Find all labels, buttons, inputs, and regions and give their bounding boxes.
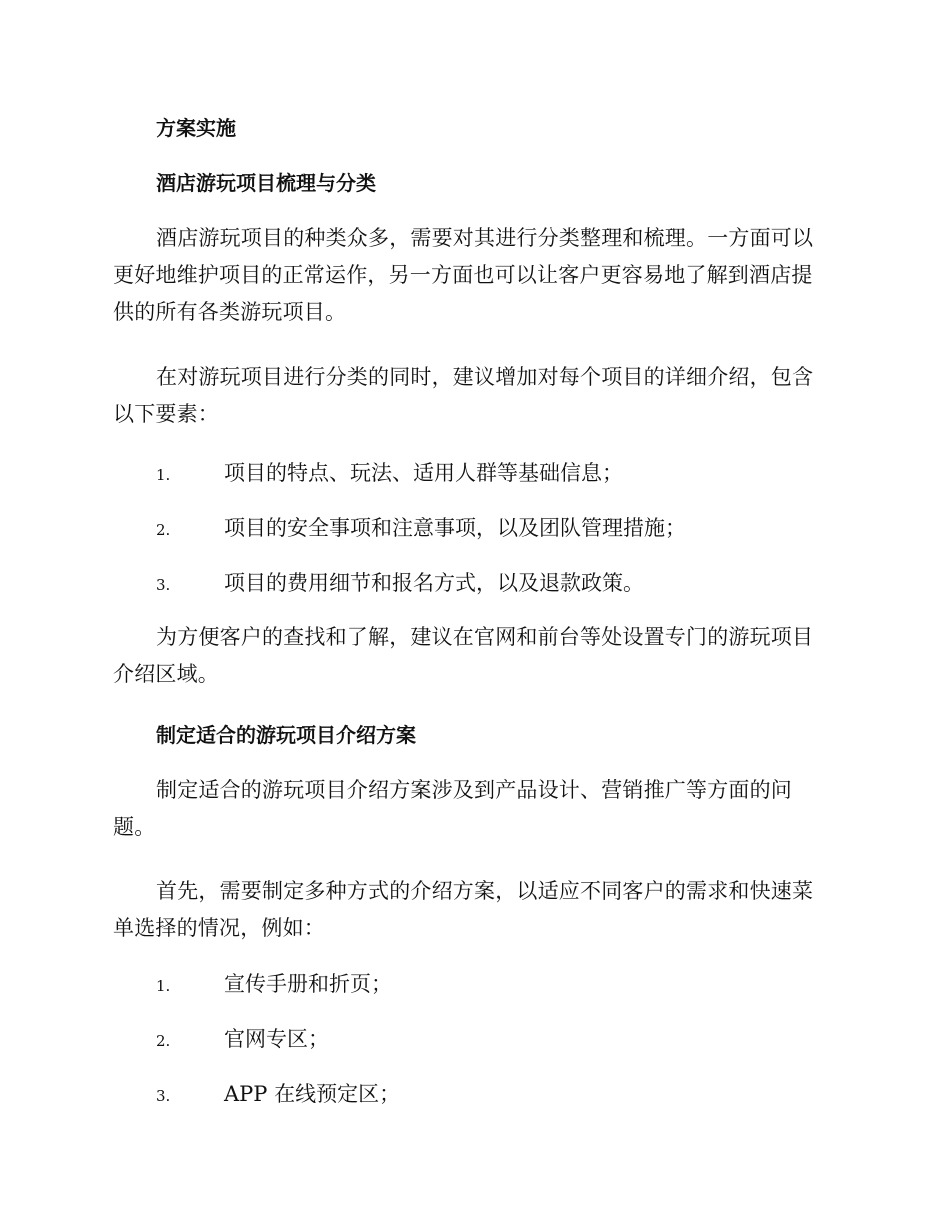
paragraph-plan-intro: 制定适合的游玩项目介绍方案涉及到产品设计、营销推广等方面的问题。 bbox=[113, 778, 792, 839]
paragraph-details-intro: 在对游玩项目进行分类的同时，建议增加对每个项目的详细介绍，包含以下要素： bbox=[113, 365, 814, 426]
list-item: 项目的安全事项和注意事项，以及团队管理措施； bbox=[224, 516, 686, 540]
list-number: 1. bbox=[156, 466, 171, 484]
section-subtitle-classification: 酒店游玩项目梳理与分类 bbox=[156, 171, 376, 195]
list-item: 项目的特点、玩法、适用人群等基础信息； bbox=[224, 461, 623, 485]
list-number: 3. bbox=[156, 576, 171, 594]
section-title: 方案实施 bbox=[156, 116, 236, 140]
paragraph-intro-area: 为方便客户的查找和了解，建议在官网和前台等处设置专门的游玩项目介绍区域。 bbox=[113, 625, 814, 686]
list-item: 项目的费用细节和报名方式，以及退款政策。 bbox=[224, 571, 644, 595]
paragraph-classification-intro: 酒店游玩项目的种类众多，需要对其进行分类整理和梳理。一方面可以更好地维护项目的正常运作，另一方面也可以让客户更容易地了解到酒店提供的所有各类游玩项目。 bbox=[113, 226, 814, 324]
list-item: 官网专区； bbox=[224, 1027, 329, 1051]
paragraph-plan-methods: 首先，需要制定多种方式的介绍方案，以适应不同客户的需求和快速菜单选择的情况，例如： bbox=[113, 879, 814, 940]
list-item: APP 在线预定区； bbox=[224, 1082, 401, 1106]
list-number: 3. bbox=[156, 1087, 171, 1105]
section-subtitle-plan: 制定适合的游玩项目介绍方案 bbox=[156, 723, 416, 747]
list-number: 2. bbox=[156, 1032, 171, 1050]
list-item: 宣传手册和折页； bbox=[224, 972, 392, 996]
list-number: 1. bbox=[156, 977, 171, 995]
list-number: 2. bbox=[156, 521, 171, 539]
